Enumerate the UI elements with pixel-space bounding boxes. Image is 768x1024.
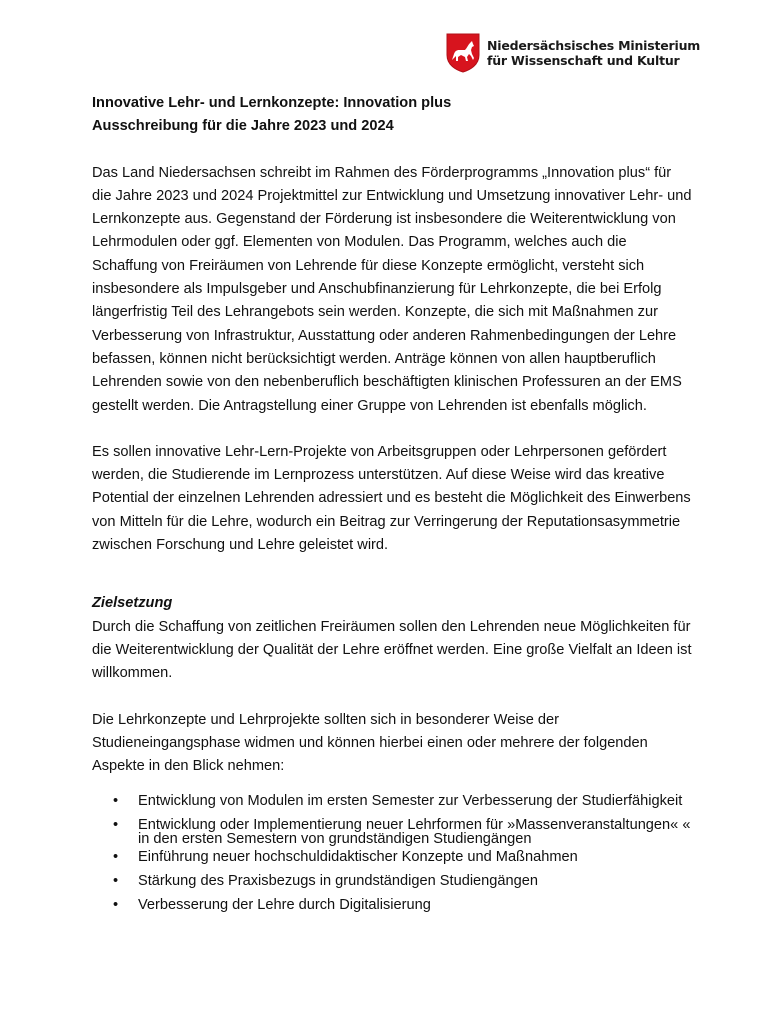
document-subtitle: Ausschreibung für die Jahre 2023 und 2024 [92,118,394,135]
document-title: Innovative Lehr- und Lernkonzepte: Innovation plus [92,95,452,111]
zielsetzung-paragraph: Durch die Schaffung von zeitlichen Freiräumen sollen den Lehrenden neue Möglichkeiten für die Weiterentwicklung der Qualität der Lehre eröffnet werden. Eine große Vielfalt an Ideen ist willkommen. [92,618,692,682]
bullet-glyph: • [113,897,119,913]
ministry-logo [446,33,701,75]
section-title-zielsetzung: Zielsetzung [92,595,173,612]
bullet-glyph: • [113,793,119,809]
list-item [92,794,692,818]
list-item [92,850,692,874]
second-paragraph: Es sollen innovative Lehr-Lern-Projekte von Arbeitsgruppen oder Lehrpersonen gefördert werden, die Studierende im Lernprozess unterstützen. Auf diese Weise wird das kreative Potential der einzelnen Lehrenden adressiert und es besteht die Möglichkeit des Einwerbens von Mitteln für die Lehre, wodurch ein Beitrag zur Verringerung der Reputationsasymmetrie zwischen Forschung und Lehre geleistet wird. [92,443,691,554]
aspects-intro-paragraph: Die Lehrkonzepte und Lehrprojekte sollten sich in besonderer Weise der Studieneingangsphase widmen und können hierbei einen oder mehrere der folgenden Aspekte in den Blick nehmen: [92,711,648,775]
list-item-text: Entwicklung oder Implementierung neuer Lehrformen für »Massenveranstaltungen« « in den ersten Semestern von grundständigen Studiengängen [138,817,691,847]
bullet-glyph: • [113,817,119,833]
aspects-list [92,794,692,922]
logo-text [487,38,700,68]
document-body [92,92,692,778]
list-item [92,874,692,898]
intro-paragraph: Das Land Niedersachsen schreibt im Rahmen des Förderprogramms „Innovation plus“ für die Jahre 2023 und 2024 Projektmittel zur Entwicklung und Umsetzung innovativer Lehr- und Lernkonzepte aus. Gegenstand der Förderung ist insbesondere die Weiterentwicklung von Lehrmodulen oder ggf. Elementen von Modulen. Das Programm, welches auch die Schaffung von Freiräumen von Lehrende für diese Konzepte ermöglicht, versteht sich insbesondere als Impulsgeber und Anschubfinanzierung für Lehrkonzepte, die bei Erfolg längerfristig Teil des Lehrangebots sein werden. Konzepte, die sich mit Maßnahmen zur Verbesserung von Infrastruktur, Ausstattung oder anderen Rahmenbedingungen der Lehre befassen, können nicht berücksichtigt werden. Anträge können von allen hauptberuflich Lehrenden sowie von den nebenberuflich beschäftigten klinischen Professuren an der EMS gestellt werden. Die Antragstellung einer Gruppe von Lehrenden ist ebenfalls möglich. [92,164,692,414]
list-item-text: Einführung neuer hochschuldidaktischer Konzepte und Maßnahmen [138,849,578,865]
list-item [92,818,692,850]
logo-line-2: für Wissenschaft und Kultur [487,53,680,68]
list-item [92,898,692,922]
list-item-text: Entwicklung von Modulen im ersten Semester zur Verbesserung der Studierfähigkeit [138,793,683,809]
lower-saxony-horse-shield-icon [446,33,480,73]
logo-line-1: Niedersächsisches Ministerium [487,38,701,53]
bullet-glyph: • [113,849,119,865]
bullet-glyph: • [113,873,119,889]
list-item-text: Stärkung des Praxisbezugs in grundständigen Studiengängen [138,873,538,889]
list-item-text: Verbesserung der Lehre durch Digitalisierung [138,897,431,913]
